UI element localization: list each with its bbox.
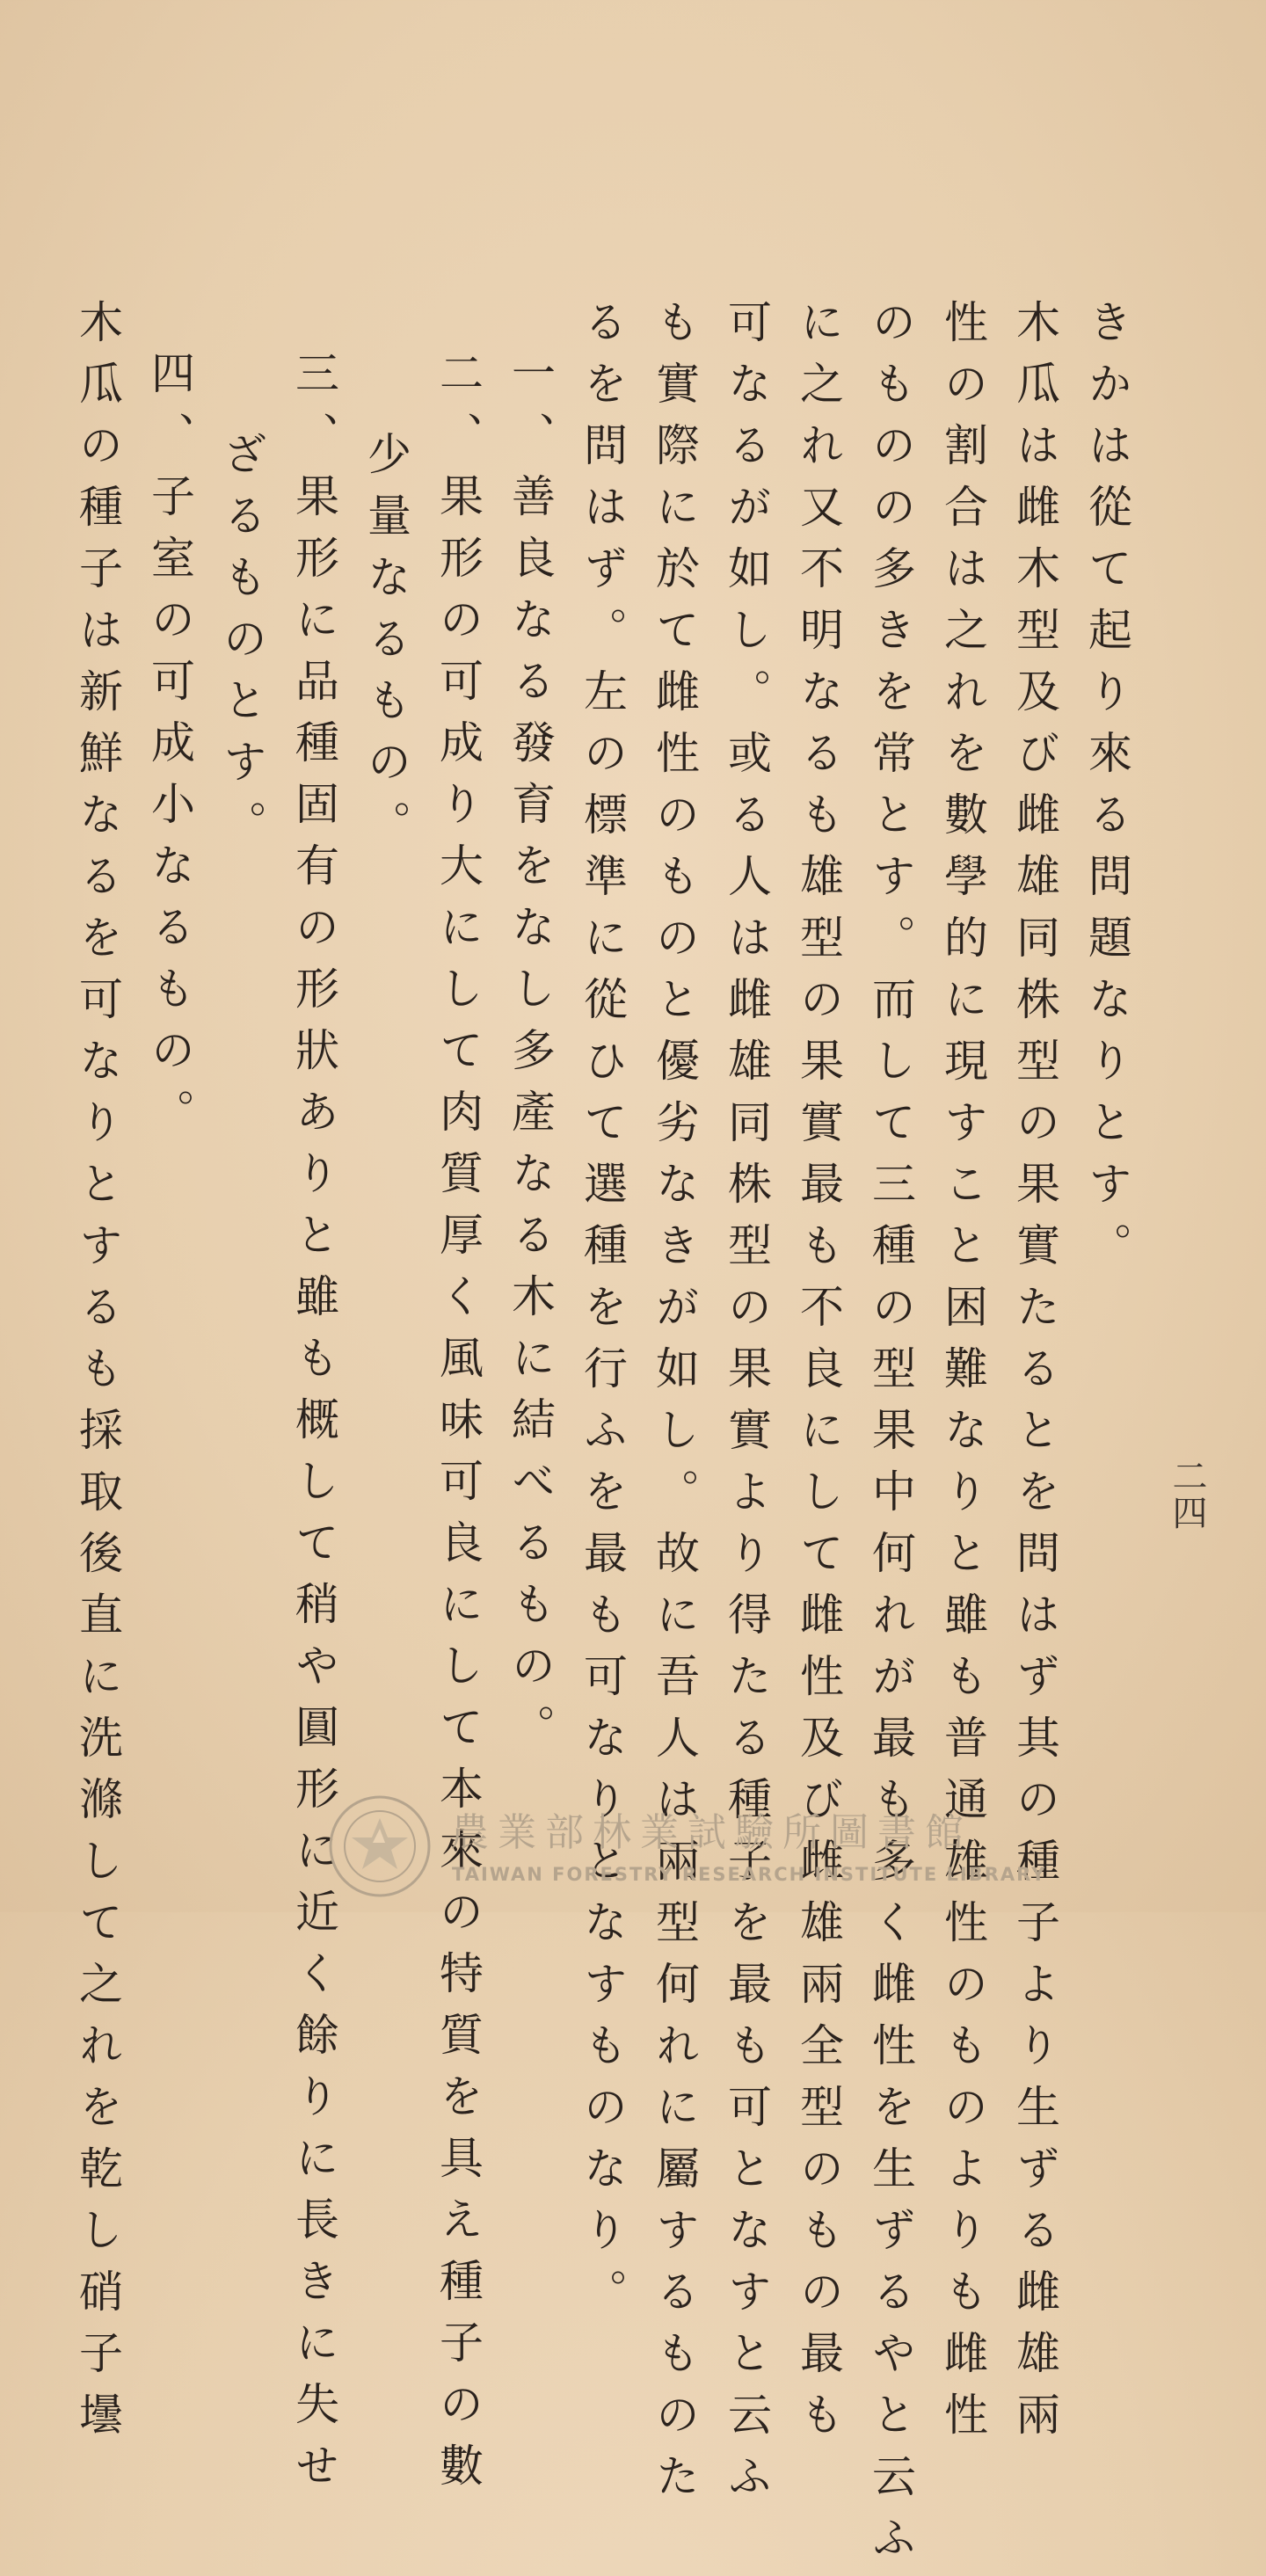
text-line: に之れ又不明なるも雄型の果實最も不良にして雌性及び雌雄兩全型のもの最も — [793, 299, 844, 2453]
library-seal-icon — [327, 1794, 433, 1899]
library-stamp — [327, 1794, 1047, 1899]
list-item-1: 一、善良なる發育をなし多產なる木に結べるもの。 — [505, 350, 556, 1765]
library-name: 農業部林業試驗所圖書館 — [450, 1810, 972, 1855]
page-number: 二四 — [1167, 1458, 1207, 1532]
text-line: きかは從て起り來る問題なりとす。 — [1081, 299, 1132, 1284]
list-item-3: 三、果形に品種固有の形狀ありと雖も概して稍や圓形に近く餘りに長きに失せ — [288, 350, 339, 2504]
text-line: 木瓜は雌木型及び雌雄同株型の果實たるとを問はず其の種子より生ずる雌雄兩 — [1009, 299, 1060, 2453]
text-line: も實際に於て雌性のものと優劣なきが如し。故に吾人は兩型何れに屬するものた — [649, 299, 700, 2514]
text-line: るを問はず。左の標準に從ひて選種を行ふを最も可なりとなすものなり。 — [577, 299, 628, 2330]
list-item-2: 二、果形の可成り大にして肉質厚く風味可良にして本來の特質を具え種子の數 — [433, 350, 484, 2504]
text-line: 性の割合は之れを數學的に現すこと困難なりと雖も普通雄性のものよりも雌性 — [937, 299, 988, 2453]
list-item-4: 四、子室の可成小なるもの。 — [144, 350, 195, 1150]
library-name-english: TAIWAN FORESTRY RESEARCH INSTITUTE LIBRARY — [452, 1864, 1047, 1885]
text-line: 可なるが如し。或る人は雌雄同株型の果實より得たる種子を最も可となすと云ふ — [721, 299, 772, 2514]
text-line: 木瓜の種子は新鮮なるを可なりとするも採取後直に洗滌して之れを乾し硝子壜 — [72, 299, 123, 2453]
list-item-3-continuation: ざるものとす。 — [216, 431, 267, 862]
text-line: のものの多きを常とす。而して三種の型果中何れが最も多く雌性を生ずるやと云ふ — [865, 299, 916, 2576]
list-item-2-continuation: 少量なるもの。 — [360, 431, 411, 862]
